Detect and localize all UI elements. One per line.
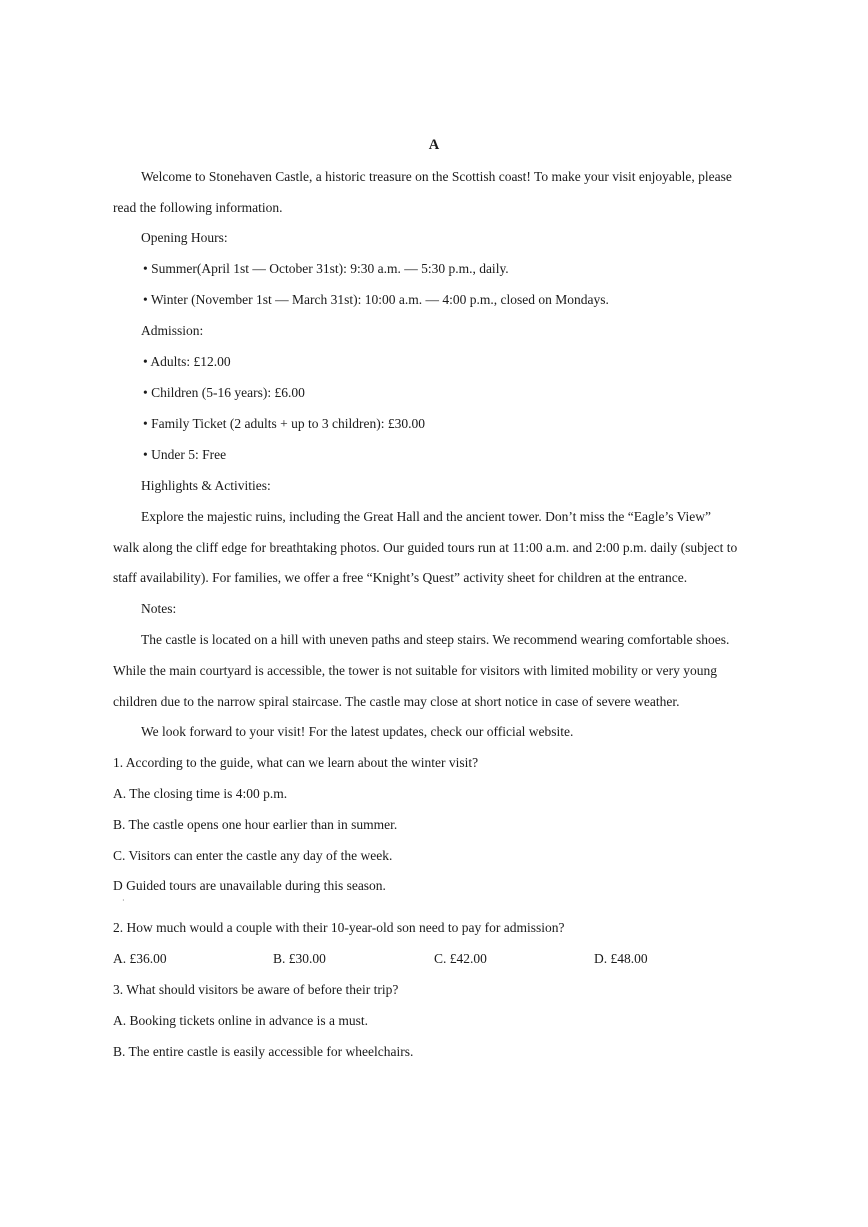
admission-item: • Family Ticket (2 adults + up to 3 children): £30.00 — [143, 416, 425, 431]
question-stem: 3. What should visitors be aware of before their trip? — [113, 982, 399, 997]
notes-line: While the main courtyard is accessible, the tower is not suitable for visitors with limited mobility or very young — [113, 663, 717, 678]
admission-item: • Under 5: Free — [143, 447, 227, 462]
admission-item: • Children (5-16 years): £6.00 — [143, 385, 305, 400]
question-stem: 2. How much would a couple with their 10-year-old son need to pay for admission? — [113, 920, 565, 935]
question-option: C. Visitors can enter the castle any day of the week. — [113, 848, 393, 863]
admission-item: • Adults: £12.00 — [143, 354, 231, 369]
highlights-line: staff availability). For families, we offer a free “Knight’s Quest” activity sheet for children at the entrance. — [113, 570, 688, 585]
notes-line: The castle is located on a hill with uneven paths and steep stairs. We recommend wearing comfortable shoes. — [141, 632, 730, 647]
intro-line: read the following information. — [113, 200, 283, 215]
section-heading-admission: Admission: — [141, 323, 204, 338]
question-option: B. The entire castle is easily accessible for wheelchairs. — [113, 1044, 414, 1059]
closing-line: We look forward to your visit! For the latest updates, check our official website. — [141, 724, 574, 739]
question-stem: 1. According to the guide, what can we learn about the winter visit? — [113, 755, 479, 770]
question-option: C. £42.00 — [434, 951, 487, 966]
section-heading-notes: Notes: — [141, 601, 177, 616]
question-option: D Guided tours are unavailable during this season. — [113, 878, 386, 893]
stray-dot: · — [122, 896, 125, 905]
question-option: B. The castle opens one hour earlier than in summer. — [113, 817, 398, 832]
question-option: B. £30.00 — [273, 951, 326, 966]
passage-title: A — [428, 137, 440, 153]
question-option: A. Booking tickets online in advance is a must. — [113, 1013, 368, 1028]
hours-item: • Winter (November 1st — March 31st): 10:00 a.m. — 4:00 p.m., closed on Mondays. — [143, 292, 609, 307]
section-heading-hours: Opening Hours: — [141, 230, 228, 245]
highlights-line: walk along the cliff edge for breathtaking photos. Our guided tours run at 11:00 a.m. and 2:00 p.m. daily (subject to — [113, 540, 738, 555]
question-option: A. The closing time is 4:00 p.m. — [113, 786, 288, 801]
highlights-line: Explore the majestic ruins, including the Great Hall and the ancient tower. Don’t miss the “Eagle’s View” — [141, 509, 712, 524]
question-option: D. £48.00 — [594, 951, 648, 966]
question-option: A. £36.00 — [113, 951, 167, 966]
intro-line: Welcome to Stonehaven Castle, a historic treasure on the Scottish coast! To make your visit enjoyable, please — [141, 169, 732, 184]
notes-line: children due to the narrow spiral staircase. The castle may close at short notice in case of severe weather. — [113, 694, 680, 709]
section-heading-highlights: Highlights & Activities: — [141, 478, 271, 493]
hours-item: • Summer(April 1st — October 31st): 9:30 a.m. — 5:30 p.m., daily. — [143, 261, 509, 276]
